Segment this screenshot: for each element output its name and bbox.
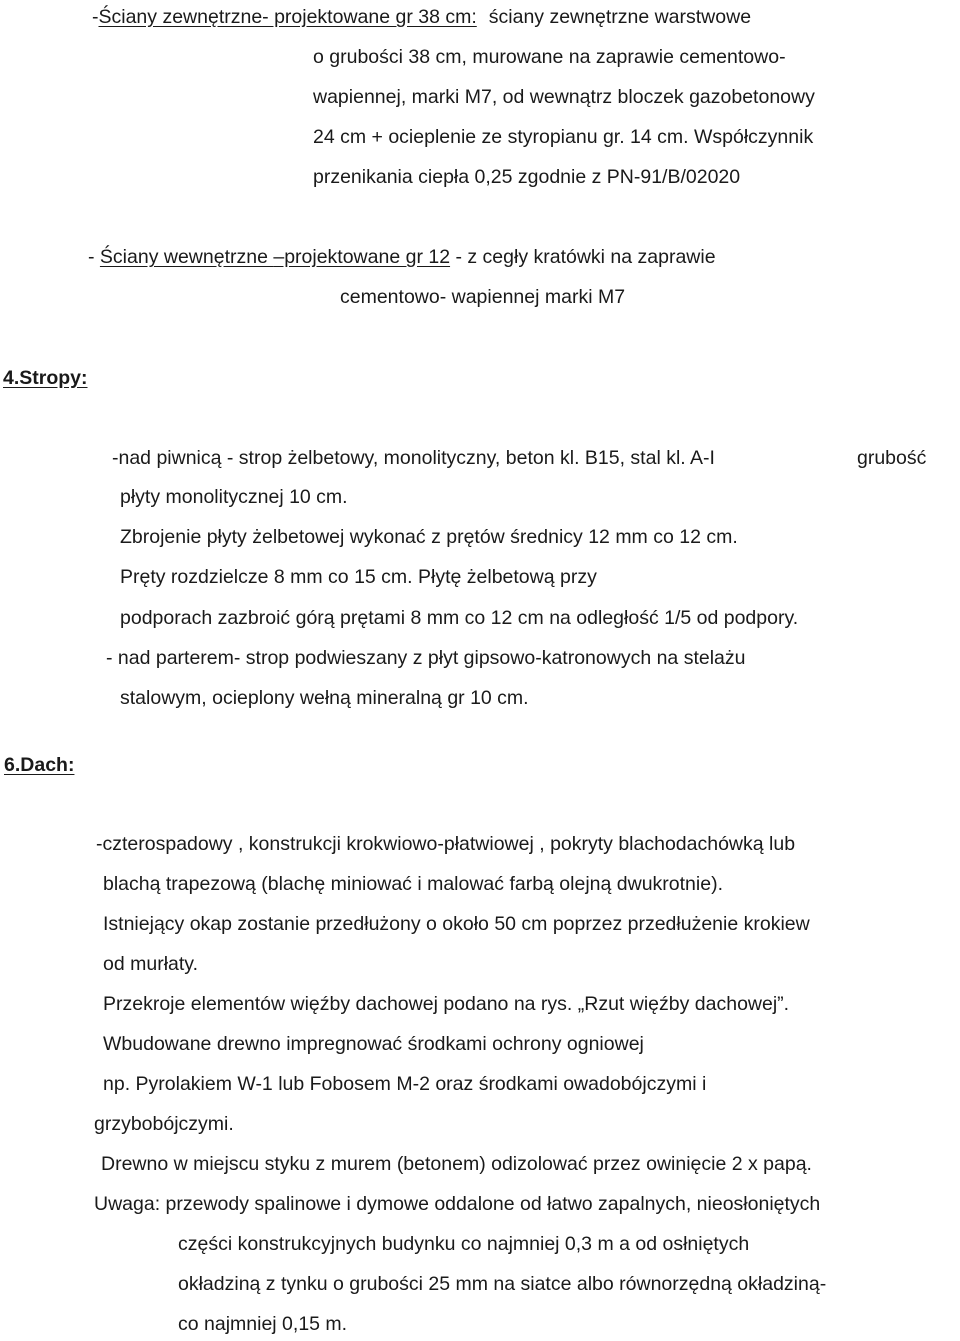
section-heading-dach: 6.Dach: bbox=[4, 754, 75, 776]
dach-line: co najmniej 0,15 m. bbox=[178, 1313, 348, 1335]
external-walls-title: Ściany zewnętrzne- projektowane gr 38 cm: bbox=[98, 6, 477, 28]
internal-walls-title-suffix: –projektowane gr 12 bbox=[273, 246, 451, 268]
stropy-line: stalowym, ocieplony wełną mineralną gr 10 cm. bbox=[120, 687, 529, 709]
stropy-line: płyty monolitycznej 10 cm. bbox=[120, 486, 348, 508]
dach-line: okładziną z tynku o grubości 25 mm na siatce albo równorzędną okładziną- bbox=[178, 1273, 827, 1295]
external-walls-line: przenikania ciepła 0,25 zgodnie z PN-91/B/02020 bbox=[313, 166, 741, 188]
stropy-line: grubość bbox=[857, 447, 927, 469]
external-walls-text: ściany zewnętrzne warstwowe bbox=[488, 6, 752, 28]
stropy-line: - nad parterem- strop podwieszany z płyt gipsowo-katronowych na stelażu bbox=[106, 647, 746, 669]
stropy-line: -nad piwnicą - strop żelbetowy, monolityczny, beton kl. B15, stal kl. A-I bbox=[112, 447, 715, 469]
stropy-line: Pręty rozdzielcze 8 mm co 15 cm. Płytę żelbetową przy bbox=[120, 566, 597, 588]
dash-prefix: - bbox=[88, 246, 100, 268]
section-heading-stropy: 4.Stropy: bbox=[3, 367, 88, 389]
internal-walls-title: Ściany wewnętrzne bbox=[99, 246, 274, 268]
external-walls-heading-line bbox=[92, 5, 751, 29]
external-walls-line: wapiennej, marki M7, od wewnątrz bloczek gazobetonowy bbox=[313, 86, 815, 108]
dach-line: Przekroje elementów więźby dachowej podano na rys. „Rzut więźby dachowej”. bbox=[103, 993, 790, 1015]
external-walls-line: 24 cm + ocieplenie ze styropianu gr. 14 cm. Współczynnik bbox=[313, 126, 814, 148]
internal-walls-text: - z cegły kratówki na zaprawie bbox=[450, 246, 716, 268]
internal-walls-heading-line bbox=[88, 245, 716, 269]
internal-walls-line: cementowo- wapiennej marki M7 bbox=[340, 286, 626, 308]
dach-line: np. Pyrolakiem W-1 lub Fobosem M-2 oraz środkami owadobójczymi i bbox=[103, 1073, 707, 1095]
dach-line: części konstrukcyjnych budynku co najmniej 0,3 m a od osłniętych bbox=[178, 1233, 750, 1255]
dash-prefix: - bbox=[92, 6, 99, 28]
dach-line: od murłaty. bbox=[103, 953, 199, 975]
dach-line: blachą trapezową (blachę miniować i malować farbą olejną dwukrotnie). bbox=[103, 873, 723, 895]
dach-line: Drewno w miejscu styku z murem (betonem) odizolować przez owinięcie 2 x papą. bbox=[101, 1153, 812, 1175]
dach-line: -czterospadowy , konstrukcji krokwiowo-płatwiowej , pokryty blachodachówką lub bbox=[96, 833, 796, 855]
dach-line: Wbudowane drewno impregnować środkami ochrony ogniowej bbox=[103, 1033, 644, 1055]
dach-line: Uwaga: przewody spalinowe i dymowe oddalone od łatwo zapalnych, nieosłoniętych bbox=[94, 1193, 821, 1215]
dach-line: Istniejący okap zostanie przedłużony o około 50 cm poprzez przedłużenie krokiew bbox=[103, 913, 810, 935]
stropy-line: Zbrojenie płyty żelbetowej wykonać z prętów średnicy 12 mm co 12 cm. bbox=[120, 526, 738, 548]
external-walls-line: o grubości 38 cm, murowane na zaprawie cementowo- bbox=[313, 46, 786, 68]
dach-line: grzybobójczymi. bbox=[94, 1113, 234, 1135]
stropy-line: podporach zazbroić górą prętami 8 mm co 12 cm na odległość 1/5 od podpory. bbox=[120, 607, 799, 629]
